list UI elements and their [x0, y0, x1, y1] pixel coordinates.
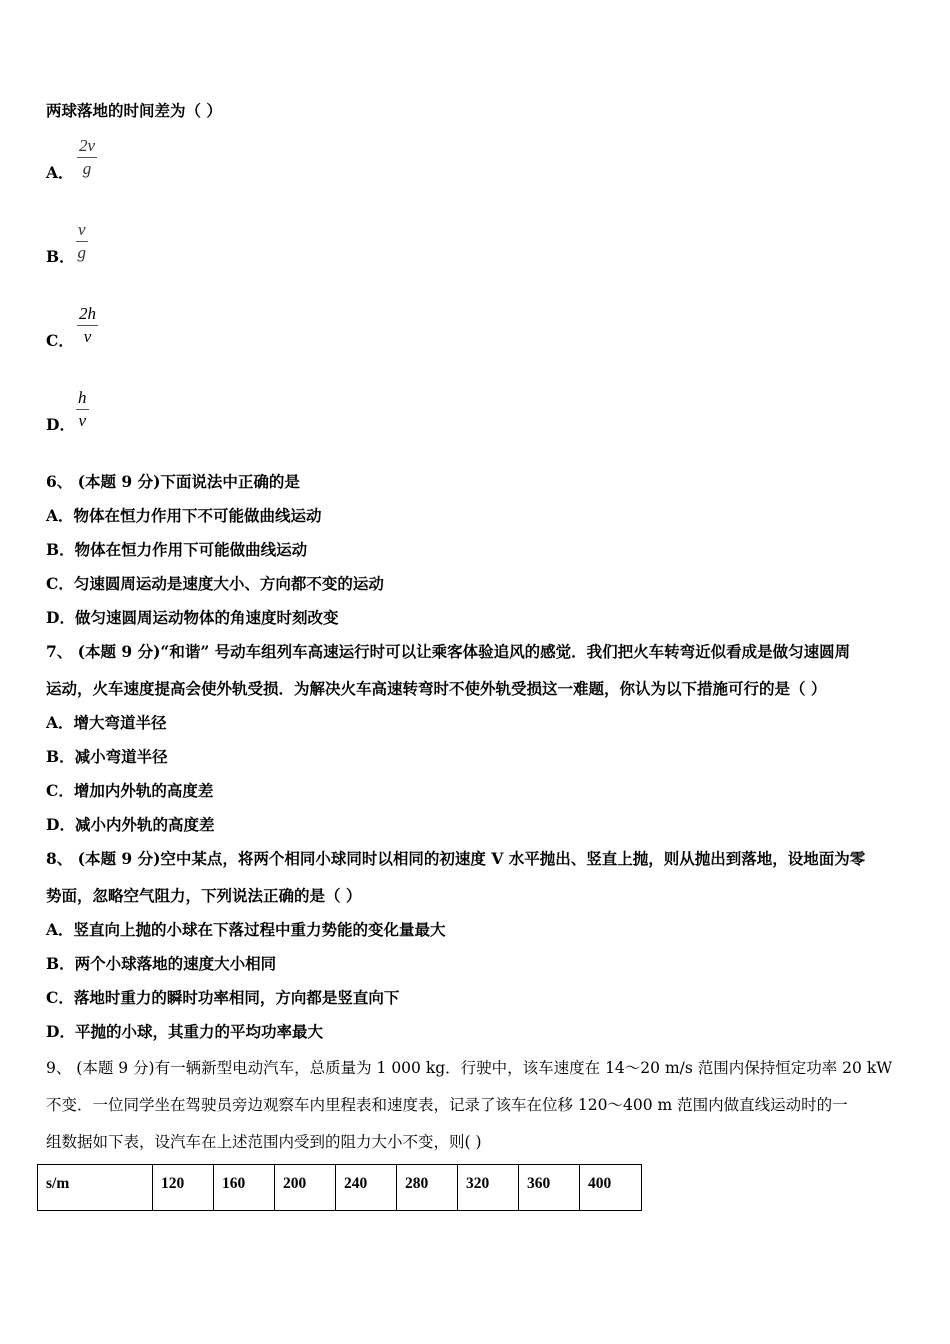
q8-option-d: D．平抛的小球，其重力的平均功率最大	[46, 1022, 323, 1041]
table-cell: 160	[214, 1165, 275, 1211]
q7-stem-line1: 7、 (本题 9 分)“和谐” 号动车组列车高速运行时可以让乘客体验追风的感觉．我们把火车转弯近似看成是做匀速圆周	[46, 642, 851, 661]
numerator: h	[76, 388, 89, 410]
q7-option-c: C．增加内外轨的高度差	[46, 781, 214, 800]
q8-option-c: C．落地时重力的瞬时功率相同，方向都是竖直向下	[46, 988, 400, 1007]
q7-option-b: B．减小弯道半径	[46, 747, 168, 766]
q8-stem-line1: 8、 (本题 9 分)空中某点，将两个相同小球同时以相同的初速度 V 水平抛出、竖直上抛，则从抛出到落地，设地面为零	[46, 849, 866, 868]
numerator: 2h	[77, 304, 98, 326]
q7-stem-line2: 运动，火车速度提高会使外轨受损．为解决火车高速转弯时不使外轨受损这一难题，你认为以下措施可行的是（ ）	[46, 679, 827, 698]
option-label: C．	[46, 331, 74, 350]
table-cell: s/m	[38, 1165, 153, 1211]
q6-option-d: D．做匀速圆周运动物体的角速度时刻改变	[46, 608, 339, 627]
q6-option-c: C．匀速圆周运动是速度大小、方向都不变的运动	[46, 574, 384, 593]
q8-option-a: A．竖直向上抛的小球在下落过程中重力势能的变化量最大	[46, 920, 446, 939]
q9-data-table	[37, 1164, 642, 1211]
q8-stem-line2: 势面，忽略空气阻力，下列说法正确的是（ ）	[46, 886, 362, 905]
fraction	[77, 136, 97, 179]
table-cell: 360	[519, 1165, 580, 1211]
option-label: A．	[46, 163, 74, 182]
q9-stem-line2: 不变．一位同学坐在驾驶员旁边观察车内里程表和速度表，记录了该车在位移 120～400 m 范围内做直线运动时的一	[46, 1096, 848, 1114]
q6-option-b: B．物体在恒力作用下可能做曲线运动	[46, 540, 308, 559]
option-label: D．	[46, 415, 75, 434]
table-cell: 200	[275, 1165, 336, 1211]
table-cell: 400	[580, 1165, 642, 1211]
fraction	[76, 220, 88, 263]
table-cell: 120	[153, 1165, 214, 1211]
fraction	[77, 304, 98, 347]
table-cell: 280	[397, 1165, 458, 1211]
fraction	[76, 388, 89, 431]
denominator: v	[83, 327, 92, 346]
denominator: g	[77, 243, 87, 262]
option-label: B．	[46, 247, 75, 266]
numerator: v	[76, 220, 88, 242]
q7-option-a: A．增大弯道半径	[46, 713, 167, 732]
table-cell: 240	[336, 1165, 397, 1211]
q9-stem-line1: 9、 (本题 9 分)有一辆新型电动汽车，总质量为 1 000 kg．行驶中，该车速度在 14～20 m/s 范围内保持恒定功率 20 kW	[46, 1059, 893, 1077]
q9-stem-line3: 组数据如下表，设汽车在上述范围内受到的阻力大小不变，则( )	[46, 1133, 482, 1151]
question-intro: 两球落地的时间差为（ ）	[46, 101, 222, 120]
numerator: 2v	[77, 136, 97, 158]
q8-option-b: B．两个小球落地的速度大小相同	[46, 954, 277, 973]
denominator: v	[78, 411, 87, 430]
table-cell: 320	[458, 1165, 519, 1211]
table-row	[38, 1165, 642, 1211]
q6-option-a: A．物体在恒力作用下不可能做曲线运动	[46, 506, 322, 525]
q6-stem: 6、 (本题 9 分)下面说法中正确的是	[46, 472, 300, 491]
denominator: g	[82, 159, 92, 178]
q7-option-d: D．减小内外轨的高度差	[46, 815, 215, 834]
